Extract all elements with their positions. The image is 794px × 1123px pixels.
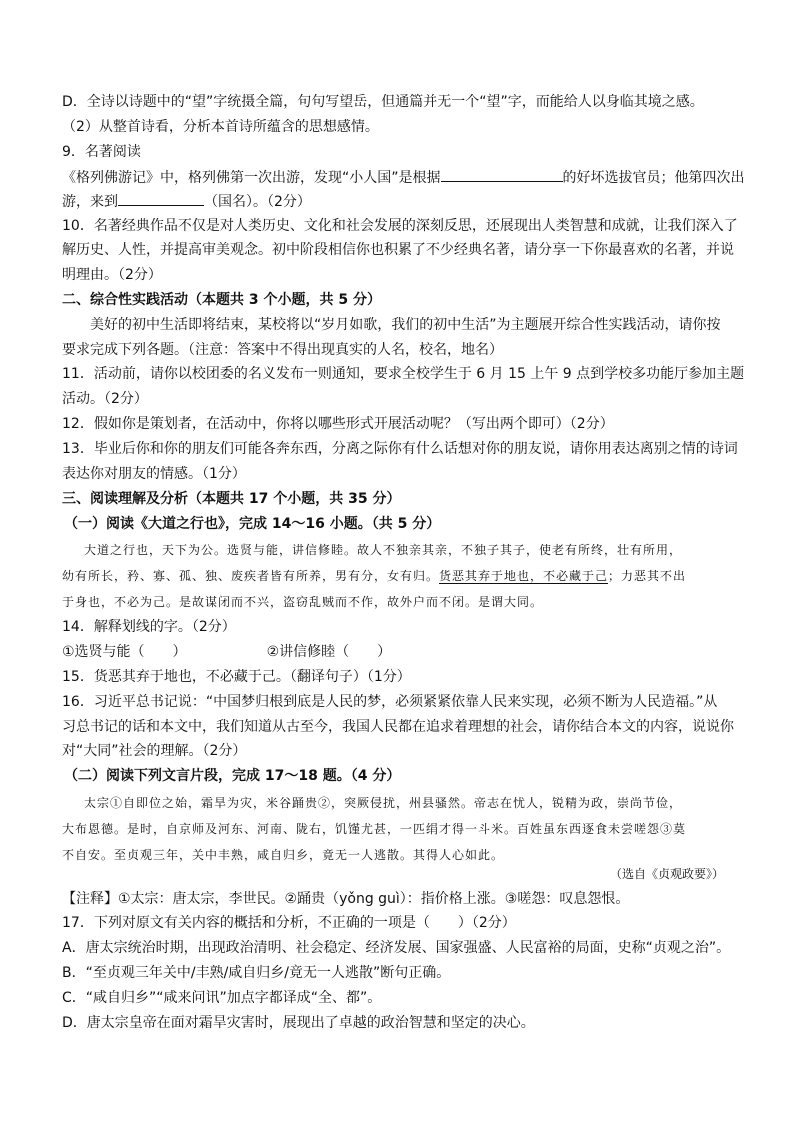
question-16-line-3: 对“大同”社会的理解。（2分） [62, 743, 247, 759]
option-b: B．“至贞观三年关中/丰熟/咸自归乡/竟无一人逃散”断句正确。 [62, 965, 451, 981]
option-d: D．唐太宗皇帝在面对霜旱灾害时，展现出了卓越的政治智慧和坚定的决心。 [62, 1015, 535, 1031]
annotation-notes: 【注释】①太宗：唐太宗，李世民。②踊贵（yǒng guì）：指价格上涨。③嗟怨：叹息怨恨。 [62, 891, 630, 907]
part-2-heading: （二）阅读下列文言片段，完成 17～18 题。（4 分） [64, 768, 401, 784]
classical-text-2-line-3: 不自安。至贞观三年，关中丰熟，咸自归乡，竟无一人逃散。其得人心如此。 [62, 848, 505, 862]
question-11-line-1: 11．活动前，请你以校团委的名义发布一则通知，要求全校学生于 6 月 15 上午 9 点到学校多功能厅参加主题 [62, 366, 745, 382]
q14-item-2: ②讲信修睦（ ） [266, 644, 392, 660]
classical-text-2-line-2: 大布恩德。是时，自京师及河东、河南、陇右，饥馑尤甚，一匹绢才得一斗米。百姓虽东西逐食未尝嗟怨③莫 [62, 822, 687, 836]
answer-blank[interactable] [441, 166, 563, 182]
classical-text-2-line-1: 太宗①自即位之始，霜旱为灾，米谷踊贵②，突厥侵扰，州县骚然。帝志在忧人，锐精为政，崇尚节俭， [84, 796, 683, 810]
part-1-heading: （一）阅读《大道之行也》，完成 14～16 小题。（共 5 分） [64, 516, 441, 532]
question-12: 12．假如你是策划者，在活动中，你将以哪些形式开展活动呢？（写出两个即可）（2分） [62, 416, 614, 432]
question-9-line-1 [62, 166, 745, 188]
question-14-items [62, 642, 391, 662]
question-16-line-1: 16．习近平总书记说：“中国梦归根到底是人民的梦，必须紧紧依靠人民来实现，必须不断为人民造福。”从 [62, 694, 718, 710]
q9-text-pre-2: 游，来到 [62, 194, 118, 210]
question-16-line-2: 习总书记的话和本文中，我们知道从古至今，我国人民都在追求着理想的社会，请你结合本文的内容，说说你 [62, 719, 734, 735]
q9-text-pre: 《格列佛游记》中，格列佛第一次出游，发现“小人国”是根据 [62, 170, 441, 186]
question-10-line-2: 解历史、人性，并提高审美观念。初中阶段相信你也积累了不少经典名著，请分享一下你最喜欢的名著，并说 [62, 242, 734, 258]
question-15: 15．货恶其弃于地也，不必藏于己。（翻译句子）（1分） [62, 669, 411, 685]
question-10-line-3: 明理由。（2分） [62, 267, 162, 283]
underlined-sentence: 货恶其弃于地也，不必藏于己 [439, 569, 609, 583]
classical-text-1-line-3: 于身也，不必为己。是故谋闭而不兴，盗窃乱贼而不作，故外户而不闭。是谓大同。 [62, 595, 544, 609]
q9-text-post-2: （国名）。（2分） [204, 194, 311, 210]
text-plain: ；力恶其不出 [608, 569, 687, 583]
question-9-title: 9．名著阅读 [62, 144, 141, 160]
answer-blank[interactable] [118, 190, 204, 206]
question-9-line-2 [62, 190, 311, 212]
classical-text-1-line-1: 大道之行也，天下为公。选贤与能，讲信修睦。故人不独亲其亲，不独子其子，使老有所终，壮有所用， [84, 543, 683, 557]
option-d-line: D．全诗以诗题中的“望”字统摄全篇，句句写望岳，但通篇并无一个“望”字，而能给人以身临其境之感。 [62, 94, 704, 110]
q9-text-post: 的好坏选拔官员；他第四次出 [562, 170, 745, 186]
question-2-sub: （2）从整首诗看，分析本首诗所蕴含的思想感情。 [62, 119, 379, 135]
text-plain: 幼有所长，矜、寡、孤、独、废疾者皆有所养，男有分，女有归。 [62, 569, 440, 583]
q14-item-1: ①选贤与能（ ） [62, 644, 187, 660]
section-3-heading: 三、阅读理解及分析（本题共 17 个小题，共 35 分） [62, 491, 401, 507]
option-a: A．唐太宗统治时期，出现政治清明、社会稳定、经济发展、国家强盛、人民富裕的局面，史称“贞观之治”。 [62, 940, 731, 956]
question-11-line-2: 活动。（2分） [62, 391, 148, 407]
section-2-intro-1: 美好的初中生活即将结束，某校将以“岁月如歌，我们的初中生活”为主题展开综合性实践活动，请你按 [90, 317, 721, 333]
section-2-intro-2: 要求完成下列各题。（注意：答案中不得出现真实的人名，校名，地名） [62, 342, 503, 358]
question-13-line-2: 表达你对朋友的情感。（1分） [62, 466, 246, 482]
question-17: 17．下列对原文有关内容的概括和分析，不正确的一项是（ ）（2分） [62, 915, 516, 931]
section-2-heading: 二、综合性实践活动（本题共 3 个小题，共 5 分） [62, 292, 381, 308]
question-13-line-1: 13．毕业后你和你的朋友们可能各奔东西，分离之际你有什么话想对你的朋友说，请你用表达离别之情的诗词 [62, 441, 738, 457]
option-c: C．“咸自归乡”“咸来问讯”加点字都译成“全、都”。 [62, 990, 382, 1006]
source-citation: （选自《贞观政要》） [609, 867, 724, 881]
classical-text-1-line-2 [62, 566, 686, 586]
question-10-line-1: 10．名著经典作品不仅是对人类历史、文化和社会发展的深刻反思，还展现出人类智慧和成就，让我们深入了 [62, 218, 738, 234]
question-14: 14．解释划线的字。（2分） [62, 619, 236, 635]
